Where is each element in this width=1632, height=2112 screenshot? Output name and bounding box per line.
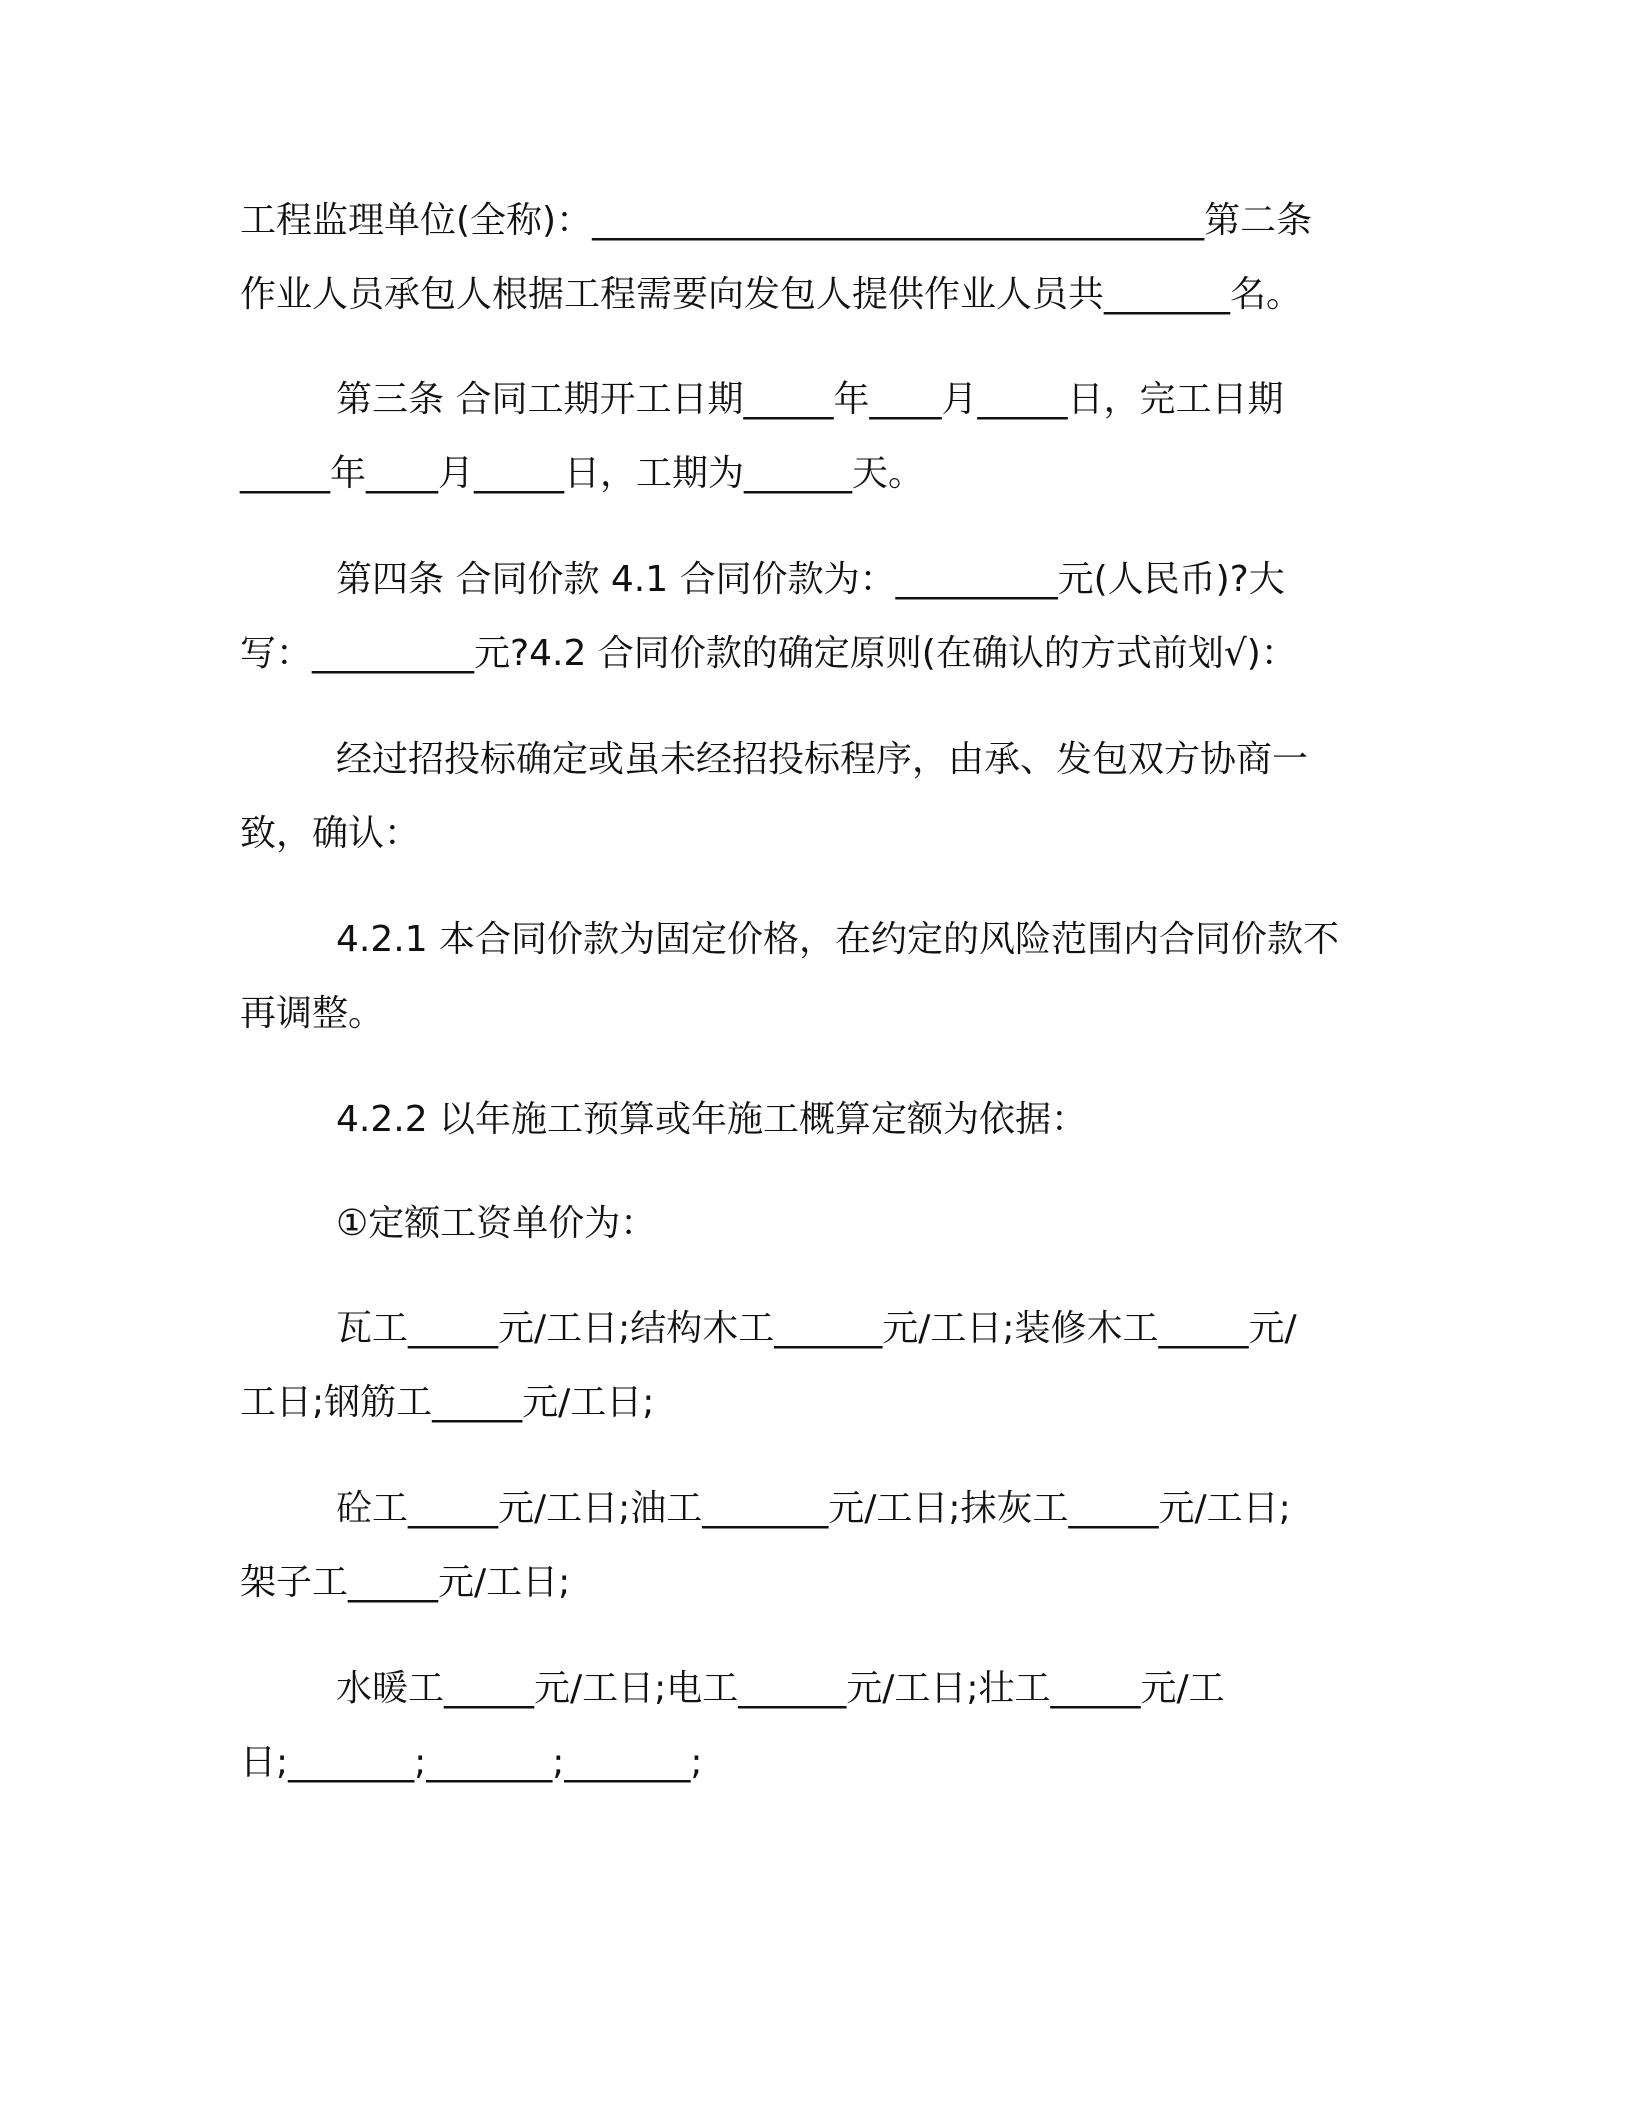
text-line: 作业人员承包人根据工程需要向发包人提供作业人员共_______名。 bbox=[240, 274, 1303, 315]
text-line: 经过招投标确定或虽未经招投标程序，由承、发包双方协商一 bbox=[336, 739, 1309, 780]
text-line: 瓦工_____元/工日;结构木工______元/工日;装修木工_____元/ bbox=[336, 1308, 1297, 1349]
text-line: 致，确认： bbox=[240, 813, 421, 854]
text-line: 水暖工_____元/工日;电工______元/工日;壮工_____元/工 bbox=[336, 1668, 1225, 1709]
text-line: 架子工_____元/工日; bbox=[240, 1562, 571, 1603]
text-line: 日;_______;_______;_______; bbox=[240, 1742, 703, 1783]
text-line: ①定额工资单价为： bbox=[336, 1203, 657, 1244]
text-line: 第三条 合同工期开工日期_____年____月_____日，完工日期 bbox=[336, 379, 1284, 420]
text-line: 工日;钢筋工_____元/工日; bbox=[240, 1382, 655, 1423]
text-line: 写：_________元?4.2 合同价款的确定原则(在确认的方式前划√)： bbox=[240, 633, 1297, 674]
text-line: 4.2.1 本合同价款为固定价格，在约定的风险范围内合同价款不 bbox=[336, 919, 1340, 960]
text-line: _____年____月_____日，工期为______天。 bbox=[240, 453, 925, 494]
text-line: 砼工_____元/工日;油工_______元/工日;抹灰工_____元/工日; bbox=[336, 1488, 1291, 1529]
text-line: 再调整。 bbox=[240, 993, 385, 1034]
text-line: 第四条 合同价款 4.1 合同价款为：_________元(人民币)?大 bbox=[336, 559, 1285, 600]
text-line: 4.2.2 以年施工预算或年施工概算定额为依据： bbox=[336, 1099, 1088, 1140]
text-line: 工程监理单位(全称)：__________________________________第二条 bbox=[240, 200, 1313, 241]
